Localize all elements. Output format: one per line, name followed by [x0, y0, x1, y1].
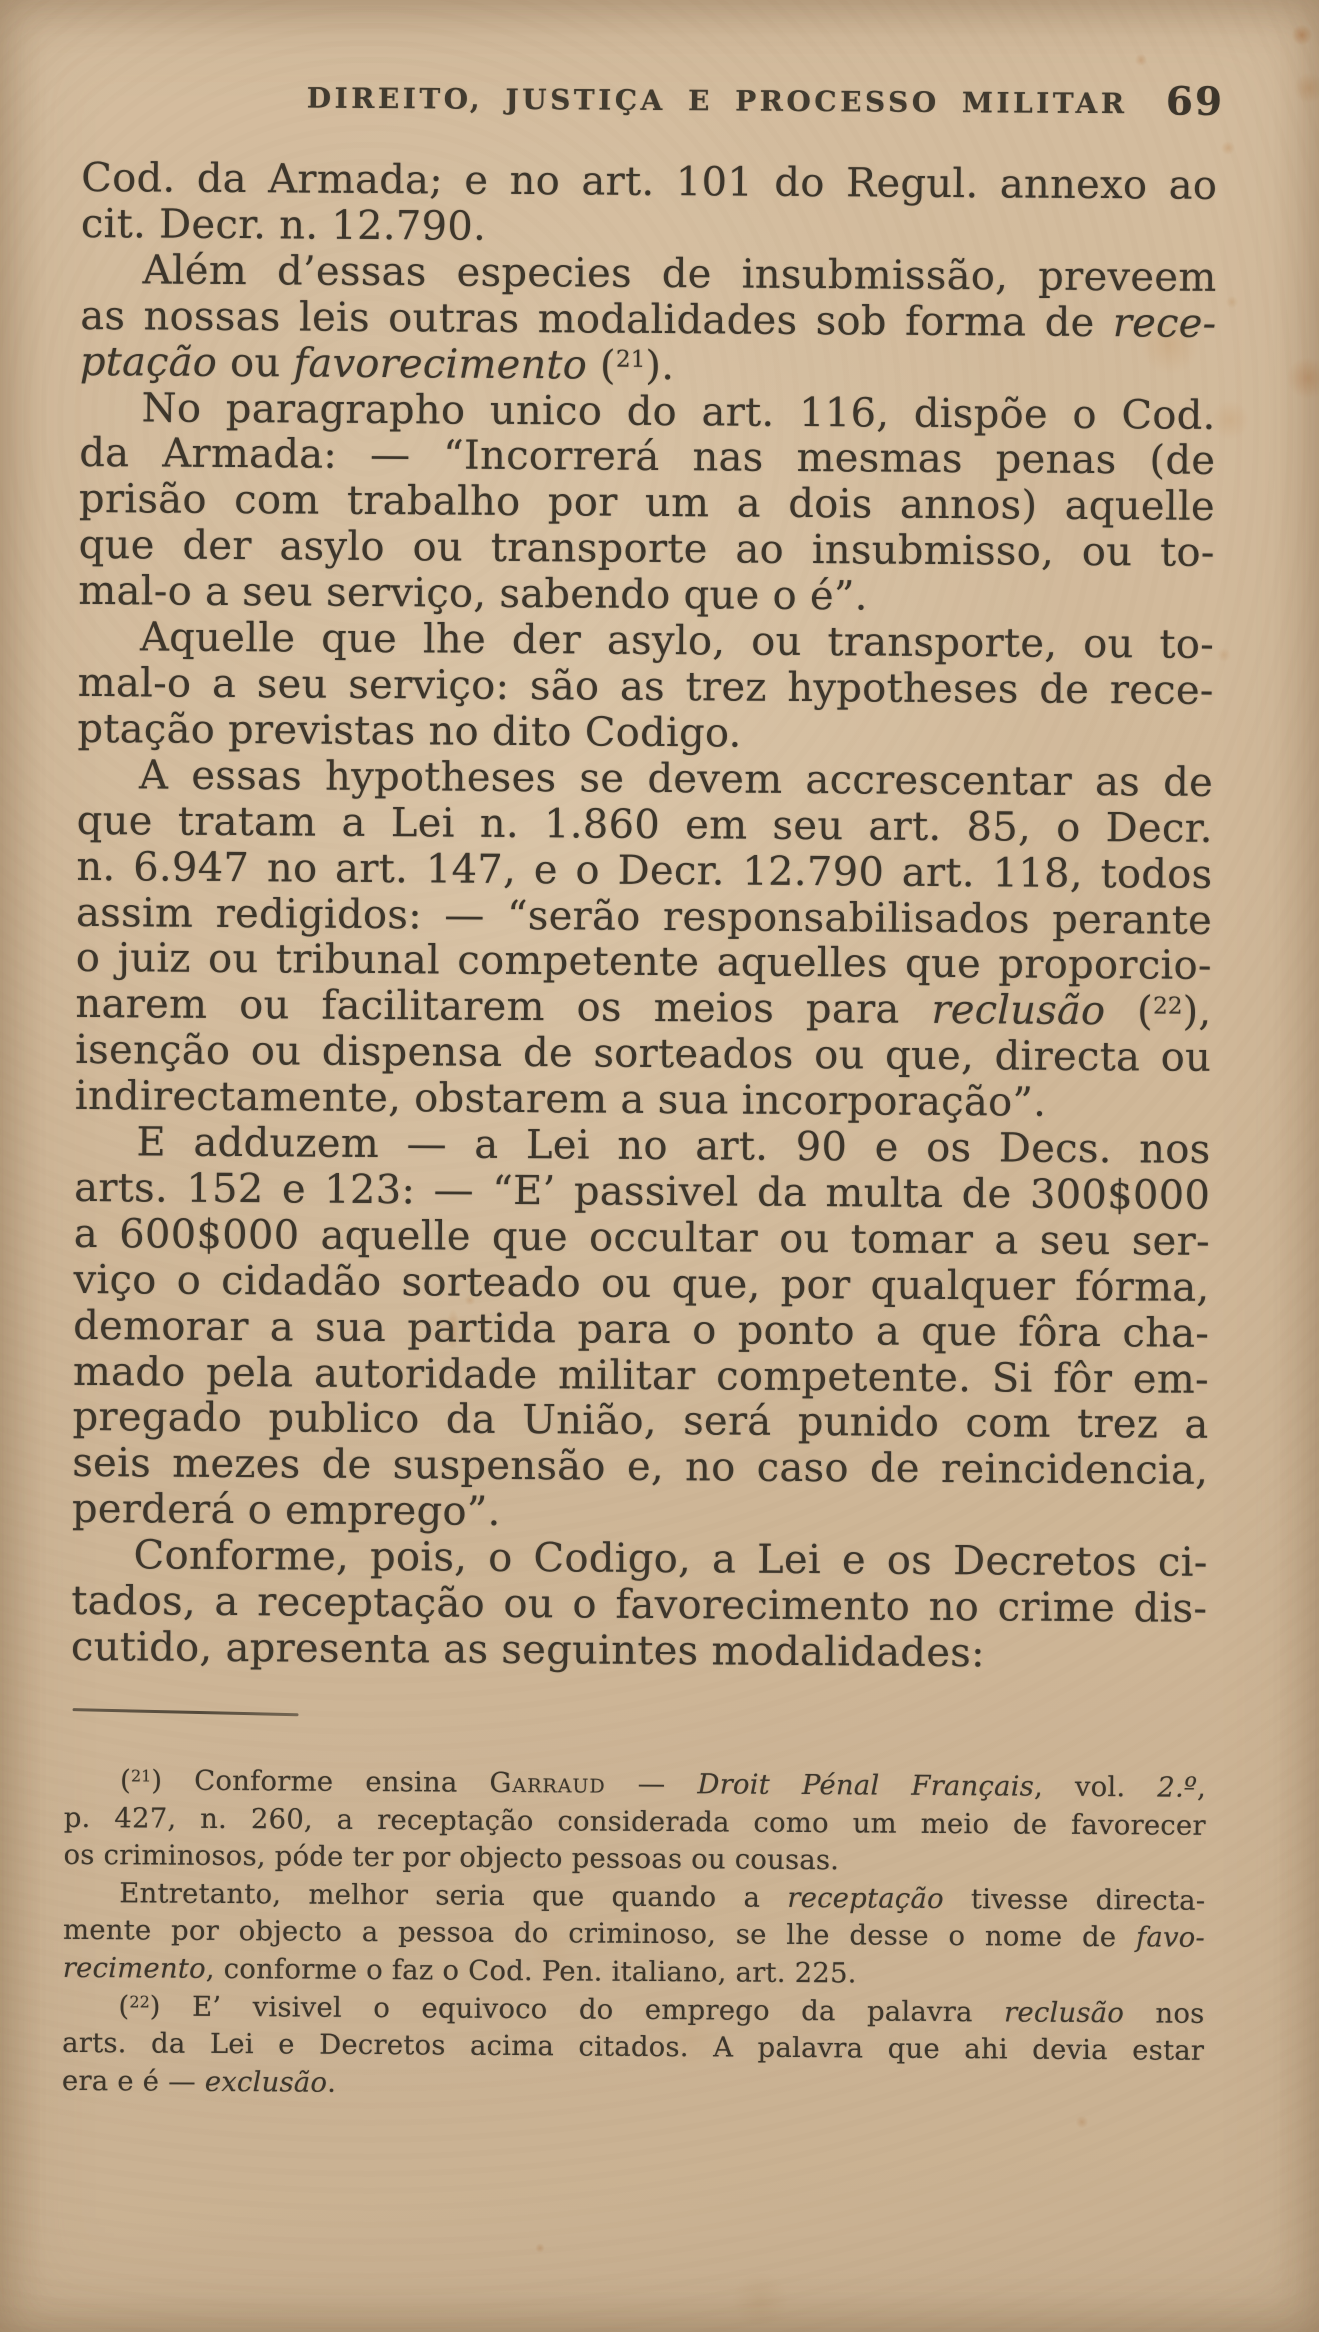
text-line: da Armada: — “Incorrerá nas mesmas penas (de — [79, 430, 1216, 485]
text-line: tados, a receptação ou o favorecimento no crime dis- — [71, 1578, 1208, 1632]
text-line: A essas hypotheses se devem accrescentar as de — [138, 752, 1214, 806]
text-line: mado pela autoridade militar competente. Si fôr em- — [72, 1348, 1210, 1403]
text-line: a 600$000 aquelle que occultar ou tomar a seu ser- — [73, 1210, 1211, 1265]
paragraph — [78, 385, 1216, 622]
running-head — [6, 79, 1319, 148]
text-line: narem ou facilitarem os meios para reclusão ($^{22}$), — [75, 981, 1212, 1036]
text-line: assim redigidos: — “serão responsabilisados perante — [75, 889, 1213, 944]
text-line: Conforme, pois, o Codigo, a Lei e os Decretos ci- — [133, 1532, 1208, 1587]
text-line: mente por objecto a pessoa do criminoso, se lhe desse o nome de favo- — [62, 1914, 1206, 1955]
footnote-paragraph — [63, 1875, 1206, 1996]
text-line: os criminosos, póde ter por objecto pessoas ou cousas. — [63, 1839, 840, 1877]
paragraph — [80, 248, 1217, 394]
text-line: seis mezes de suspensão e, no caso de reincidencia, — [72, 1440, 1209, 1495]
footnote-paragraph — [63, 1762, 1206, 1883]
text-line: ($^{22}$) E’ visivel o equivoco do emprego da palavra reclusão nos — [118, 1989, 1205, 2030]
text-line: perderá o emprego”. — [71, 1486, 501, 1536]
text-line: indirectamente, obstarem a sua incorporação”. — [74, 1073, 1047, 1126]
paragraph — [77, 615, 1214, 761]
text-line: demorar a sua partida para o ponto a que fôra cha- — [73, 1302, 1210, 1357]
page-header-title: DIREITO, JUSTIÇA E PROCESSO MILITAR — [306, 81, 1128, 121]
text-line: E adduzem — a Lei no art. 90 e os Decs. nos — [136, 1119, 1211, 1173]
paragraph — [71, 1533, 1208, 1679]
text-line: mal-o a seu serviço, sabendo que o é”. — [78, 568, 868, 620]
text-line: cutido, apresenta as seguintes modalidades: — [70, 1623, 986, 1677]
text-line: era e é — exclusão. — [61, 2064, 337, 2099]
text-line: Aquelle que lhe der asylo, ou transporte, ou to- — [139, 614, 1215, 668]
text-line: cit. Decr. n. 12.790. — [80, 200, 487, 250]
paragraph — [75, 753, 1214, 1128]
text-line: Além d’essas especies de insubmissão, preveem — [142, 247, 1217, 301]
footnotes — [62, 1762, 1206, 2108]
text-line: mal-o a seu serviço: são as trez hypotheses de rece- — [77, 659, 1214, 714]
text-line: ptação ou favorecimento ($^{21}$). — [79, 338, 675, 389]
text-line: arts. 152 e 123: — “E’ passivel da multa de 300$000 — [74, 1164, 1211, 1219]
text-line: isenção ou dispensa de sorteados ou que, directa ou — [75, 1027, 1212, 1082]
page-number: 69 — [1165, 78, 1225, 125]
text-line: arts. da Lei e Decretos acima citados. A palavra que ahi devia estar — [62, 2027, 1205, 2067]
text-line: o juiz ou tribunal competente aquelles que proporcio- — [75, 935, 1212, 990]
footnote-divider — [73, 1708, 299, 1716]
text-line: ptação previstas no dito Codigo. — [77, 705, 742, 757]
text-line: viço o cidadão sorteado ou que, por qualquer fórma, — [73, 1256, 1210, 1311]
paragraph — [72, 1120, 1211, 1541]
text-line: Entretanto, melhor seria que quando a receptação tivesse directa- — [119, 1877, 1206, 1917]
text-line: recimento, conforme o faz o Cod. Pen. italiano, art. 225. — [62, 1951, 857, 1990]
text-line: prisão com trabalho por um a dois annos) aquelle — [78, 476, 1216, 531]
text-line: as nossas leis outras modalidades sob forma de rece- — [80, 292, 1217, 347]
text-line: pregado publico da União, será punido com trez a — [72, 1394, 1209, 1449]
text-line: Cod. da Armada; e no art. 101 do Regul. annexo ao — [81, 154, 1218, 209]
text-line: n. 6.947 no art. 147, e o Decr. 12.790 art. 118, todos — [76, 843, 1213, 898]
body-text — [71, 156, 1218, 1679]
text-line: que der asylo ou transporte ao insubmisso, ou to- — [78, 522, 1215, 577]
text-line: p. 427, n. 260, a receptação considerada como um meio de favorecer — [63, 1801, 1206, 1842]
text-line: ($^{21}$) Conforme ensina Garraud — Droit Pénal Français, vol. 2.º, — [119, 1764, 1207, 1804]
paragraph — [81, 156, 1218, 256]
text-line: que tratam a Lei n. 1.860 em seu art. 85, o Decr. — [76, 797, 1213, 852]
text-line: No paragrapho unico do art. 116, dispõe o Cod. — [141, 384, 1216, 439]
footnote-paragraph — [62, 1987, 1205, 2108]
